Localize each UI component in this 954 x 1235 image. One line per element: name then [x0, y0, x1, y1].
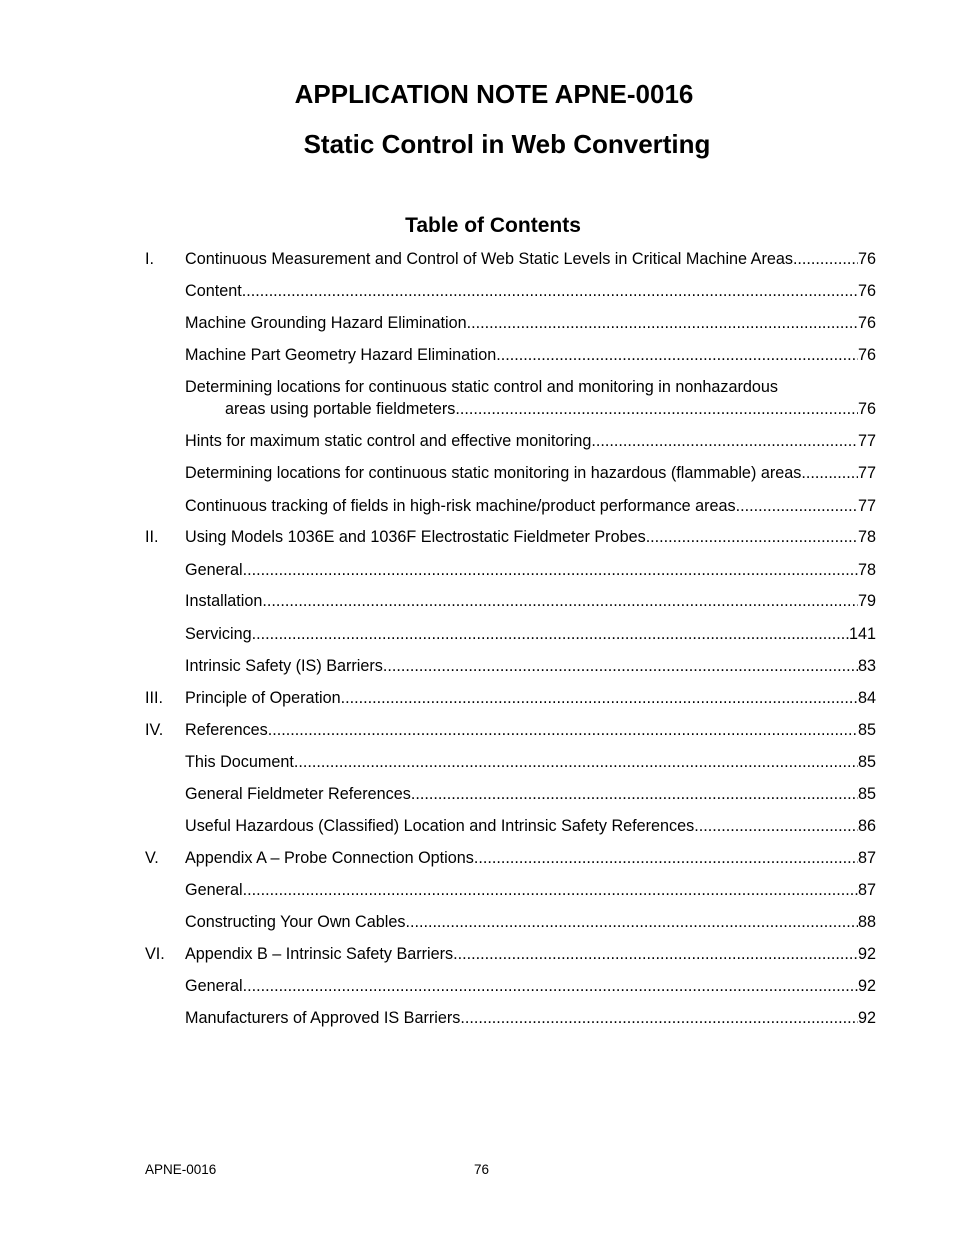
toc-entry-title: This Document: [185, 753, 294, 771]
dot-leader: [243, 975, 858, 997]
toc-entry-page: 92: [857, 977, 876, 995]
toc-entry-page: 83: [857, 657, 876, 675]
dot-leader: [496, 344, 858, 366]
toc-entry-title: Useful Hazardous (Classified) Location and Intrinsic Safety References: [185, 817, 695, 835]
toc-entry-page: 76: [857, 400, 876, 418]
toc-entry-page: 85: [857, 753, 876, 771]
toc-entry-title: General: [185, 561, 243, 579]
document-title: APPLICATION NOTE APNE-0016: [294, 79, 694, 109]
toc-entry-page: 84: [857, 689, 876, 707]
footer-page-number: 76: [474, 1162, 490, 1177]
toc-entry-number: II.: [145, 528, 159, 546]
toc-entry-title: Installation: [185, 592, 263, 610]
toc-entry-page: 78: [857, 561, 876, 579]
toc-entry[interactable]: [145, 376, 876, 420]
toc-entry-number: IV.: [145, 721, 164, 739]
toc-entry[interactable]: [145, 280, 876, 302]
toc-entry[interactable]: [145, 430, 876, 452]
toc-entry[interactable]: [145, 911, 876, 933]
toc-entry-page: 77: [857, 464, 876, 482]
toc-entry-page: 76: [857, 282, 876, 300]
toc-entry[interactable]: [145, 623, 876, 645]
toc-entry[interactable]: [145, 495, 876, 517]
document-subtitle: Static Control in Web Converting: [303, 129, 711, 159]
toc-entry-page: 87: [857, 881, 876, 899]
toc-entry[interactable]: [145, 783, 876, 805]
toc-entry[interactable]: [145, 751, 876, 773]
toc-entry-title: areas using portable fieldmeters: [225, 400, 456, 418]
toc-entry-number: III.: [145, 689, 163, 707]
toc-entry-title: Appendix B – Intrinsic Safety Barriers: [185, 945, 454, 963]
dot-leader: [243, 559, 858, 581]
toc-entry[interactable]: [145, 344, 876, 366]
toc-entry[interactable]: [145, 655, 876, 677]
toc-entry-page: 87: [857, 849, 876, 867]
toc-heading: Table of Contents: [405, 214, 581, 237]
toc-entry-page: 85: [857, 785, 876, 803]
toc-entry-number: I.: [145, 250, 154, 268]
toc-entry-page: 92: [857, 1009, 876, 1027]
dot-leader: [411, 783, 858, 805]
toc-entry[interactable]: [145, 815, 876, 837]
dot-leader: [467, 312, 858, 334]
dot-leader: [341, 687, 858, 709]
toc-entry[interactable]: [145, 687, 876, 709]
dot-leader: [460, 1007, 858, 1029]
toc-entry[interactable]: [145, 1007, 876, 1029]
toc-entry-title: Content: [185, 282, 242, 300]
toc-entry-title: Manufacturers of Approved IS Barriers: [185, 1009, 461, 1027]
toc-entry-title: General Fieldmeter References: [185, 785, 411, 803]
toc-entry[interactable]: [145, 559, 876, 581]
dot-leader: [591, 430, 858, 452]
toc-entry-title: General: [185, 881, 243, 899]
toc-entry-title: Intrinsic Safety (IS) Barriers: [185, 657, 383, 675]
toc-entry-title: Machine Part Geometry Hazard Elimination: [185, 346, 497, 364]
toc-entry-page: 77: [857, 497, 876, 515]
toc-entry-title: Continuous Measurement and Control of Web Static Levels in Critical Machine Areas: [185, 250, 793, 268]
toc-entry-title: References: [185, 721, 268, 739]
toc-entry-page: 86: [857, 817, 876, 835]
toc-entry-page: 85: [857, 721, 876, 739]
toc-entry-page: 77: [857, 432, 876, 450]
toc-entry-title: Appendix A – Probe Connection Options: [185, 849, 474, 867]
toc-entry-page: 88: [857, 913, 876, 931]
toc-entry-page: 78: [857, 528, 876, 546]
dot-leader: [243, 879, 858, 901]
toc-entry-title: Principle of Operation: [185, 689, 341, 707]
dot-leader: [455, 398, 858, 420]
toc-entry-title: Continuous tracking of fields in high-risk machine/product performance areas: [185, 497, 736, 515]
toc-entry-page: 79: [857, 592, 876, 610]
toc-entry-page: 76: [857, 314, 876, 332]
toc-entry-title: Determining locations for continuous static monitoring in hazardous (flammable) areas: [185, 464, 802, 482]
dot-leader: [242, 280, 858, 302]
dot-leader: [383, 655, 858, 677]
toc-entry[interactable]: [145, 879, 876, 901]
dot-leader: [405, 911, 858, 933]
dot-leader: [694, 815, 858, 837]
toc-entry-page: 92: [857, 945, 876, 963]
toc-entry[interactable]: [145, 312, 876, 334]
toc-entry[interactable]: [145, 719, 876, 741]
toc-entry-page: 76: [857, 250, 876, 268]
toc-entry-page: 76: [857, 346, 876, 364]
dot-leader: [646, 526, 858, 548]
toc-entry[interactable]: [145, 248, 876, 270]
toc-entry[interactable]: [145, 943, 876, 965]
dot-leader: [453, 943, 858, 965]
dot-leader: [268, 719, 858, 741]
toc-entry[interactable]: [145, 590, 876, 612]
toc-entry[interactable]: [145, 526, 876, 548]
toc-entry-title: Hints for maximum static control and effective monitoring: [185, 432, 592, 450]
toc-entry-title: Using Models 1036E and 1036F Electrostatic Fieldmeter Probes: [185, 528, 646, 546]
toc-entry-title: Constructing Your Own Cables: [185, 913, 406, 931]
toc-entry-title: Machine Grounding Hazard Elimination: [185, 314, 467, 332]
toc-entry-number: V.: [145, 849, 159, 867]
dot-leader: [252, 623, 849, 645]
toc-entry-page: 141: [848, 625, 876, 643]
toc-entry[interactable]: [145, 847, 876, 869]
toc-entry-number: VI.: [145, 945, 165, 963]
toc-entry-title-line-1: Determining locations for continuous static control and monitoring in nonhazardous: [185, 378, 778, 396]
dot-leader: [294, 751, 858, 773]
dot-leader: [736, 495, 858, 517]
dot-leader: [262, 590, 858, 612]
toc-entry-title: Servicing: [185, 625, 252, 643]
dot-leader: [474, 847, 858, 869]
toc-entry-title: General: [185, 977, 243, 995]
toc-entry[interactable]: [145, 462, 876, 484]
toc-entry[interactable]: [145, 975, 876, 997]
dot-leader: [793, 248, 858, 270]
footer-document-id: APNE-0016: [145, 1162, 217, 1177]
dot-leader: [801, 462, 858, 484]
